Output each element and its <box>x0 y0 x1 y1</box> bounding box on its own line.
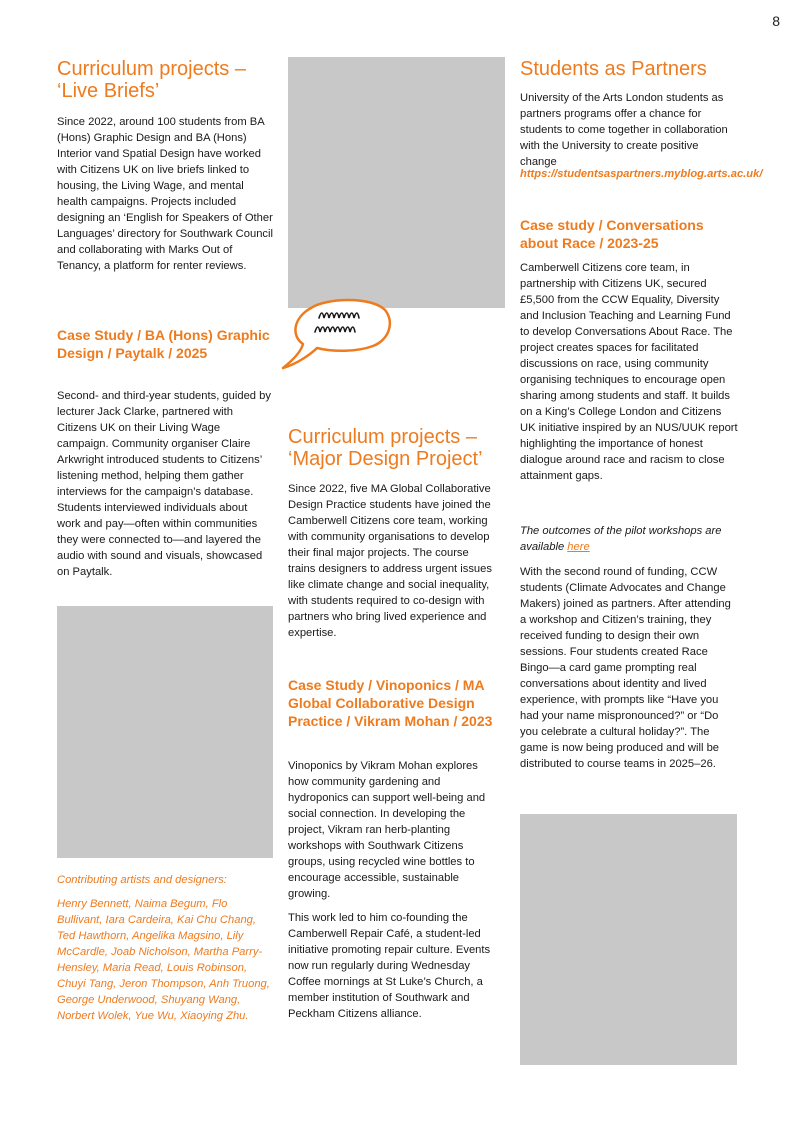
major-project-intro: Since 2022, five MA Global Collaborative Design Practice students have joined the Camberwell Citizens core team, working with community organisations to develop their final major projects. The course trains designers to address urgent issues like climate change and social inequality, with students required to co-design with partners who bring lived experience and expertise. <box>288 483 492 639</box>
case-study-paytalk-body: Second- and third-year students, guided by lecturer Jack Clarke, partnered with Citizens UK on their Living Wage campaign. Community organiser Claire Arkwright introduced students to Citizens’ listening method, helping them gather interviews for the campaign’s database. Students interviewed individuals about work and pay—often within communities they were connected to—and layered the audio with sound and visuals, showcased on Paytalk. <box>57 390 271 578</box>
students-as-partners-intro: University of the Arts London students as partners programs offer a chance for students to come together in collaboration with the University to create positive change <box>520 92 728 168</box>
credits-title: Contributing artists and designers: <box>57 874 227 886</box>
students-as-partners-url[interactable]: https://studentsaspartners.myblog.arts.ac.uk/ <box>520 168 763 180</box>
outcomes-link[interactable]: here <box>567 541 590 553</box>
image-placeholder-paytalk <box>57 606 273 858</box>
case-study-race-body: Camberwell Citizens core team, in partnership with Citizens UK, secured £5,500 from the CCW Equality, Diversity and Inclusion Teaching and Learning Fund to develop Conversations About Race. The project creates spaces for facilitated discussions on race, using community organising techniques to encourage open sharing among students and staff. It builds on a King’s College London and Citizens UK initiative inspired by an NUS/UUK report highlighting the importance of honest dialogue around race and racism to close attainment gaps. <box>520 262 738 482</box>
case-study-vinoponics-body: Vinoponics by Vikram Mohan explores how community gardening and hydroponics can support well-being and social connection. In developing the project, Vikram ran herb-planting workshops with Southwark Citizens groups, using recycled wine bottles to encourage accessible, sustainable growing. <box>288 760 486 900</box>
outcomes-text: The outcomes of the pilot workshops are available <box>520 525 722 553</box>
page-number: 8 <box>772 13 780 29</box>
image-placeholder-major-project <box>288 57 505 308</box>
heading-live-briefs: Curriculum projects – ‘Live Briefs’ <box>57 58 246 102</box>
case-study-vinoponics-heading: Case Study / Vinoponics / MA Global Collaborative Design Practice / Vikram Mohan / 2023 <box>288 677 493 729</box>
image-placeholder-race-bingo <box>520 814 737 1065</box>
credits-names: Henry Bennett, Naima Begum, Flo Bullivant, Iara Cardeira, Kai Chu Chang, Ted Hawthorn, Angelika Magsino, Lily McCardle, Joab Nicholson, Martha Parry-Hensley, Maria Read, Louis Robinson, Chuyi Tang, Jeron Thompson, Anh Truong, George Underwood, Shuyang Wang, Norbert Wolek, Yue Wu, Xiaoying Zhu. <box>57 898 270 1022</box>
repair-cafe-body: This work led to him co-founding the Camberwell Repair Café, a student-led initiative promoting repair culture. Events now run regularly during Wednesday Coffee mornings at St Luke’s Church, a member institution of Southwark and Peckham Citizens alliance. <box>288 912 491 1020</box>
speech-bubble-icon <box>281 296 393 372</box>
outcomes-paragraph <box>520 523 738 555</box>
heading-major-design-project: Curriculum projects – ‘Major Design Project’ <box>288 426 483 470</box>
heading-students-as-partners: Students as Partners <box>520 58 707 80</box>
second-round-body: With the second round of funding, CCW students (Climate Advocates and Change Makers) joined as partners. After attending a workshop and Citizen’s training, they received funding to design their own sessions. Four students created Race Bingo—a card game prompting real conversations about identity and lived experience, with prompts like “Have you had your name mispronounced?” or “Do you celebrate a cultural holiday?”. The game is now being produced and will be distributed to course teams in 2025–26. <box>520 566 731 770</box>
case-study-race-heading: Case study / Conversations about Race / 2023-25 <box>520 217 704 251</box>
case-study-paytalk-heading: Case Study / BA (Hons) Graphic Design / Paytalk / 2025 <box>57 327 270 361</box>
live-briefs-intro: Since 2022, around 100 students from BA (Hons) Graphic Design and BA (Hons) Interior vand Spatial Design have worked with Citizens UK on live briefs linked to housing, the Living Wage, and mental health campaigns. Projects included designing an ‘English for Speakers of Other Languages’ directory for Southwark Council and collaborating with Marks Out of Tenancy, a platform for renter reviews. <box>57 116 273 272</box>
